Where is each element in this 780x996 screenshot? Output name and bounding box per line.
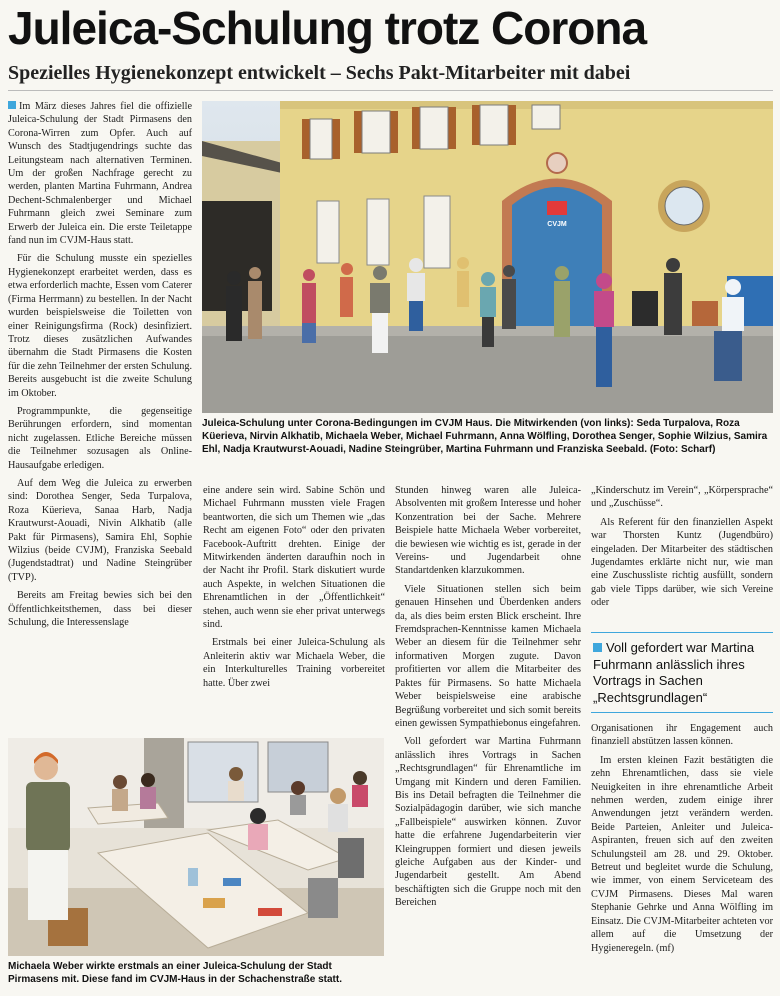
article-column-1 bbox=[8, 100, 192, 740]
paragraph: Viele Situationen stellen sich beim genauen Hinsehen und Überdenken anders da, als dies beim ersten Blick erscheint. Ihre Fremdsprachen-Kenntnisse kamen Michaela Weber an diesem für die Teilnehmer sehr informativen Morgen zugute. Davon profitierten vor allem die Mitarbeiter des Paktes für Pirmasens. So hatte Michaela Weber beispielsweise eine arabische Begrüßung vorbereitet und sich somit bereits einen gewissen Sympathiebonus eingefahren. bbox=[395, 583, 581, 729]
pull-quote-square-icon bbox=[593, 643, 602, 652]
paragraph: Erstmals bei einer Juleica-Schulung als Anleiterin aktiv war Michaela Weber, die ein Interkulturelles Training vorbereitet hatte. Über zwei bbox=[203, 637, 385, 689]
paragraph: Als Referent für den finanziellen Aspekt war Thorsten Kuntz (Jugendbüro) eingeladen. Der Mitarbeiter des städtischen Jugendamtes erklärte nicht nur, wie man eine Zuschussliste richtig ausfüllt, sondern gab viele Tipps darüber, wie sich Vereine oder bbox=[591, 516, 773, 609]
paragraph: „Kinderschutz im Verein“, „Körpersprache“ und „Zuschüsse“. bbox=[591, 485, 773, 510]
subheadline: Spezielles Hygienekonzept entwickelt – Sechs Pakt-Mitarbeiter mit dabei bbox=[8, 62, 631, 84]
paragraph: Im März dieses Jahres fiel die offizielle Juleica-Schulung der Stadt Pirmasens den Corona-Wirren zum Opfer. Auch auf Wunsch des Stadtjugendrings suchte das Leitungsteam nach alternativen Terminen. Um der großen Nachfrage gerecht zu werden, planten Martina Fuhrmann, Andrea Dechent-Schmalenberger und Michael Fuhrmann gleich zwei Seminare zum Erwerb der Juleica ein. Die erste Teiletappe fand nun im CVJM-Haus statt. bbox=[8, 101, 192, 247]
seminar-photo-illustration bbox=[8, 738, 384, 956]
pull-quote-rule-top bbox=[591, 632, 773, 633]
group-photo-caption: Juleica-Schulung unter Corona-Bedingungen im CVJM Haus. Die Mitwirkenden (von links): Seda Turpalova, Roza Küerieva, Nirvin Alkhatib, Michaela Weber, Michael Fuhrmann, Anna Wölfling, Dorothea Senger, Sophie Wilzius, Samira Ehl, Nadja Krautwurst-Aouadi, Nadine Steingrüber, Martina Fuhrmann und Franziska Seebald. (Foto: Scharf) bbox=[202, 418, 768, 455]
paragraph: Stunden hinweg waren alle Juleica-Absolventen mit großem Interesse und hoher Konzentration bei der Sache. Mehrere Beispiele hatte Michaela Weber vorbereitet, die bewiesen wie wichtig es ist, gerade in der Vereins- und Jugendarbeit ohne Standartdenken klarzukommen. bbox=[395, 485, 581, 577]
pull-quote-rule-bottom bbox=[591, 712, 773, 713]
seminar-photo bbox=[8, 738, 384, 956]
headline: Juleica-Schulung trotz Corona bbox=[8, 2, 647, 54]
paragraph: Auf dem Weg die Juleica zu erwerben sind: Dorothea Senger, Seda Turpalova, Roza Küerieva, Sanaa Harb, Nadja Krautwurst-Aouadi, Nivin Alkhatib (alle Pakt für Pirmasens), Samira Ehl, Sophie Wilzius (beide CVJM), Franziska Seebald (Jugendstadtrat) und Nadine Steingrüber (TVP). bbox=[8, 477, 192, 583]
paragraph-start-square-icon bbox=[8, 101, 16, 109]
paragraph: Programmpunkte, die gegenseitige Berührungen erfordern, sind momentan nicht zugelassen. Etliche Bereiche müssen die Teilnehmer sozusagen als Online-Hausaufgabe erledigen. bbox=[8, 405, 192, 471]
article-column-4-top bbox=[591, 484, 773, 634]
paragraph: eine andere sein wird. Sabine Schön und Michael Fuhrmann mussten viele Fragen beantworten, die sich um Themen wie „das Recht am eigenen Foto“ oder den privaten Facebook-Auftritt drehten. Einige der Mitwirkenden änderten daraufhin noch in der Nacht ihr Profil. Stark diskutiert wurde auch Aspekte, in welchen Situationen die Ehrenamtlichen in der „Öffentlichkeit“ stehen, auch wenn sie eher privat unterwegs sind. bbox=[203, 485, 385, 631]
article-column-4-bottom bbox=[591, 722, 773, 994]
paragraph: Für die Schulung musste ein spezielles Hygienekonzept erarbeitet werden, dass es etwa erforderlich machte, Essen vom Caterer (Firma Herrmann) zu bestellen. In der Nacht wurden beispielsweise die Toiletten von einer Reinigungsfirma (Rock) desinfiziert. Trotz dieses zusätzlichen Aufwandes übernahm die Stadt Pirmasens die Kosten für die zehn Teilnehmer der ersten Schulung. Bereits ausgebucht ist die zweite Schulung im Oktober. bbox=[8, 253, 192, 399]
article-column-2 bbox=[203, 484, 385, 734]
header-rule bbox=[8, 90, 773, 91]
article-column-3 bbox=[395, 484, 581, 994]
paragraph: Organisationen ihr Engagement auch finanziell abstützen lassen können. bbox=[591, 723, 773, 748]
cvjm-sign: CVJM bbox=[547, 221, 567, 228]
group-photo bbox=[202, 101, 773, 413]
paragraph: Im ersten kleinen Fazit bestätigten die zehn Ehrenamtlichen, dass sie viele Neuigkeiten in ihre ehrenamtliche Arbeit nehmen werden, zudem einige ihrer Anwendungen jetzt verändern werden. Beide Parteien, Anleiter und Juleica-Aspiranten, freuen sich auf den zweiten Schulungsteil am 28. und 29. Oktober. Betreut und begleitet wurde die Schulung, wie immer, von einem Serviceteam des CVJM Pirmasens. Dieses Mal waren Stephanie Gehrke und Anna Wölfling im Einsatz. Die CVJM-Mitarbeiter achteten vor allem auf die Umsetzung der Hygieneregeln. (mf) bbox=[591, 754, 773, 954]
paragraph: Bereits am Freitag bewies sich bei den Öffentlichkeitsthemen, dass bei dieser Schulung, die Interessenslage bbox=[8, 590, 192, 629]
paragraph: Voll gefordert war Martina Fuhrmann anlässlich ihres Vortrags in Sachen „Rechtsgrundlagen“ für Ehrenamtliche im Umgang mit Kindern und deren Familien. Bis ins Detail befragten die Teilnehmer die Sozialpädagogin darüber, wie sich manche „Fallbeispiele“ auswirken können. Zuvor hatte die erfahrene Jugendarbeiterin vier Kleingruppen formiert und diesen jeweils gleiche Aufgaben aus der Kinder- und Jugendarbeit gestellt. Am Abend beschäftigten sich die Gruppe noch mit den Bereichen bbox=[395, 736, 581, 909]
group-photo-illustration bbox=[202, 101, 773, 413]
seminar-photo-caption: Michaela Weber wirkte erstmals an einer Juleica-Schulung der Stadt Pirmasens mit. Diese fand im CVJM-Haus in der Schachenstraße statt. bbox=[8, 961, 342, 985]
pull-quote: Voll gefordert war Martina Fuhrmann anlässlich ihres Vortrags in Sachen „Rechtsgrundlagen“ bbox=[593, 640, 755, 705]
